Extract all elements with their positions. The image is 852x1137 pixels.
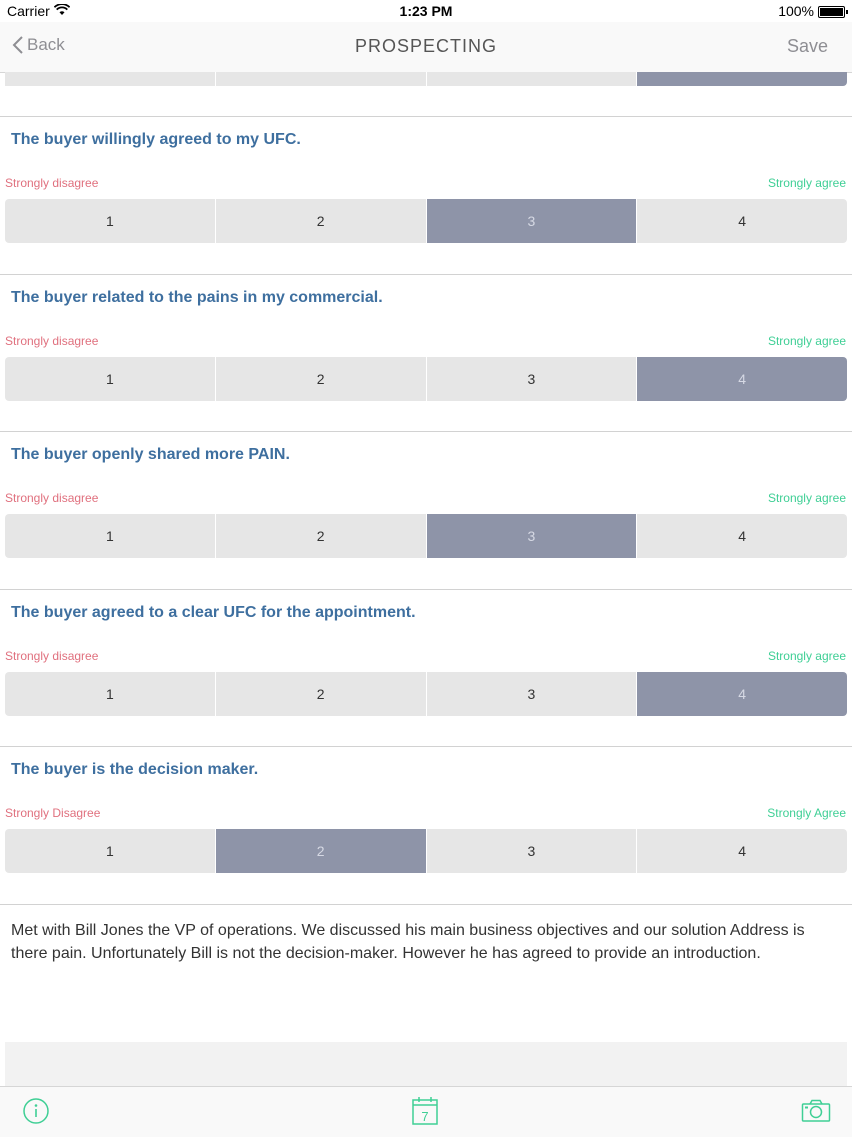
scale-high-label: Strongly agree <box>767 334 846 348</box>
scale-low-label: Strongly Disagree <box>5 806 101 820</box>
scale-high-label: Strongly agree <box>767 491 846 505</box>
segment-option[interactable] <box>427 72 638 86</box>
rating-segmented-control <box>5 357 847 401</box>
segment-option[interactable] <box>216 72 427 86</box>
rating-option-3[interactable]: 3 <box>427 672 638 716</box>
battery-icon <box>818 6 845 18</box>
rating-option-2[interactable]: 2 <box>216 672 427 716</box>
rating-segmented-control <box>5 829 847 873</box>
rating-segmented-control <box>5 672 847 716</box>
info-icon[interactable] <box>22 1097 50 1130</box>
camera-icon[interactable] <box>801 1099 831 1128</box>
scale-low-label: Strongly disagree <box>5 176 99 190</box>
question-block <box>0 116 852 275</box>
rating-option-2[interactable]: 2 <box>216 199 427 243</box>
question-text: The buyer openly shared more PAIN. <box>11 446 290 463</box>
question-block <box>0 431 852 590</box>
scale-high-label: Strongly agree <box>767 649 846 663</box>
question-block <box>0 746 852 905</box>
status-bar <box>0 0 852 22</box>
question-block <box>0 274 852 433</box>
scale-high-label: Strongly Agree <box>767 806 846 820</box>
notes-footer-bar <box>5 1042 847 1086</box>
scale-low-label: Strongly disagree <box>5 649 99 663</box>
calendar-icon[interactable] <box>411 1096 439 1131</box>
rating-option-1[interactable]: 1 <box>5 672 216 716</box>
rating-option-3[interactable]: 3 <box>427 829 638 873</box>
carrier-label: Carrier <box>7 3 50 19</box>
battery-percent: 100% <box>778 3 814 19</box>
segment-option-selected[interactable] <box>637 72 847 86</box>
question-text: The buyer agreed to a clear UFC for the appointment. <box>11 604 416 621</box>
rating-option-4[interactable]: 4 <box>637 514 847 558</box>
calendar-day: 7 <box>421 1109 429 1124</box>
rating-option-4[interactable]: 4 <box>637 199 847 243</box>
scale-low-label: Strongly disagree <box>5 334 99 348</box>
rating-option-3[interactable]: 3 <box>427 514 638 558</box>
rating-option-1[interactable]: 1 <box>5 829 216 873</box>
save-button[interactable]: Save <box>786 36 828 56</box>
bottom-toolbar <box>0 1086 852 1137</box>
rating-option-1[interactable]: 1 <box>5 199 216 243</box>
back-label: Back <box>27 35 65 54</box>
question-text: The buyer related to the pains in my commercial. <box>11 289 383 306</box>
partial-rating-segment <box>5 72 847 86</box>
question-block <box>0 589 852 748</box>
rating-segmented-control <box>5 199 847 243</box>
scale-low-label: Strongly disagree <box>5 491 99 505</box>
question-text: The buyer is the decision maker. <box>11 761 259 778</box>
clock: 1:23 PM <box>399 3 453 19</box>
rating-option-4[interactable]: 4 <box>637 829 847 873</box>
rating-option-1[interactable]: 1 <box>5 357 216 401</box>
rating-option-2[interactable]: 2 <box>216 357 427 401</box>
rating-option-4[interactable]: 4 <box>637 357 847 401</box>
rating-option-3[interactable]: 3 <box>427 199 638 243</box>
rating-option-2[interactable]: 2 <box>216 829 427 873</box>
notes-text[interactable]: Met with Bill Jones the VP of operations. We discussed his main business objectives and our solution Address is there pain. Unfortunately Bill is not the decision-maker. However he has agreed to provide an introduction. <box>11 922 805 962</box>
page-title: PROSPECTING <box>354 36 498 56</box>
scale-high-label: Strongly agree <box>767 176 846 190</box>
rating-option-1[interactable]: 1 <box>5 514 216 558</box>
question-text: The buyer willingly agreed to my UFC. <box>11 131 301 148</box>
rating-option-2[interactable]: 2 <box>216 514 427 558</box>
rating-segmented-control <box>5 514 847 558</box>
rating-option-4[interactable]: 4 <box>637 672 847 716</box>
notes-area[interactable] <box>0 904 852 1045</box>
navigation-bar <box>0 22 852 73</box>
rating-option-3[interactable]: 3 <box>427 357 638 401</box>
segment-option[interactable] <box>5 72 216 86</box>
